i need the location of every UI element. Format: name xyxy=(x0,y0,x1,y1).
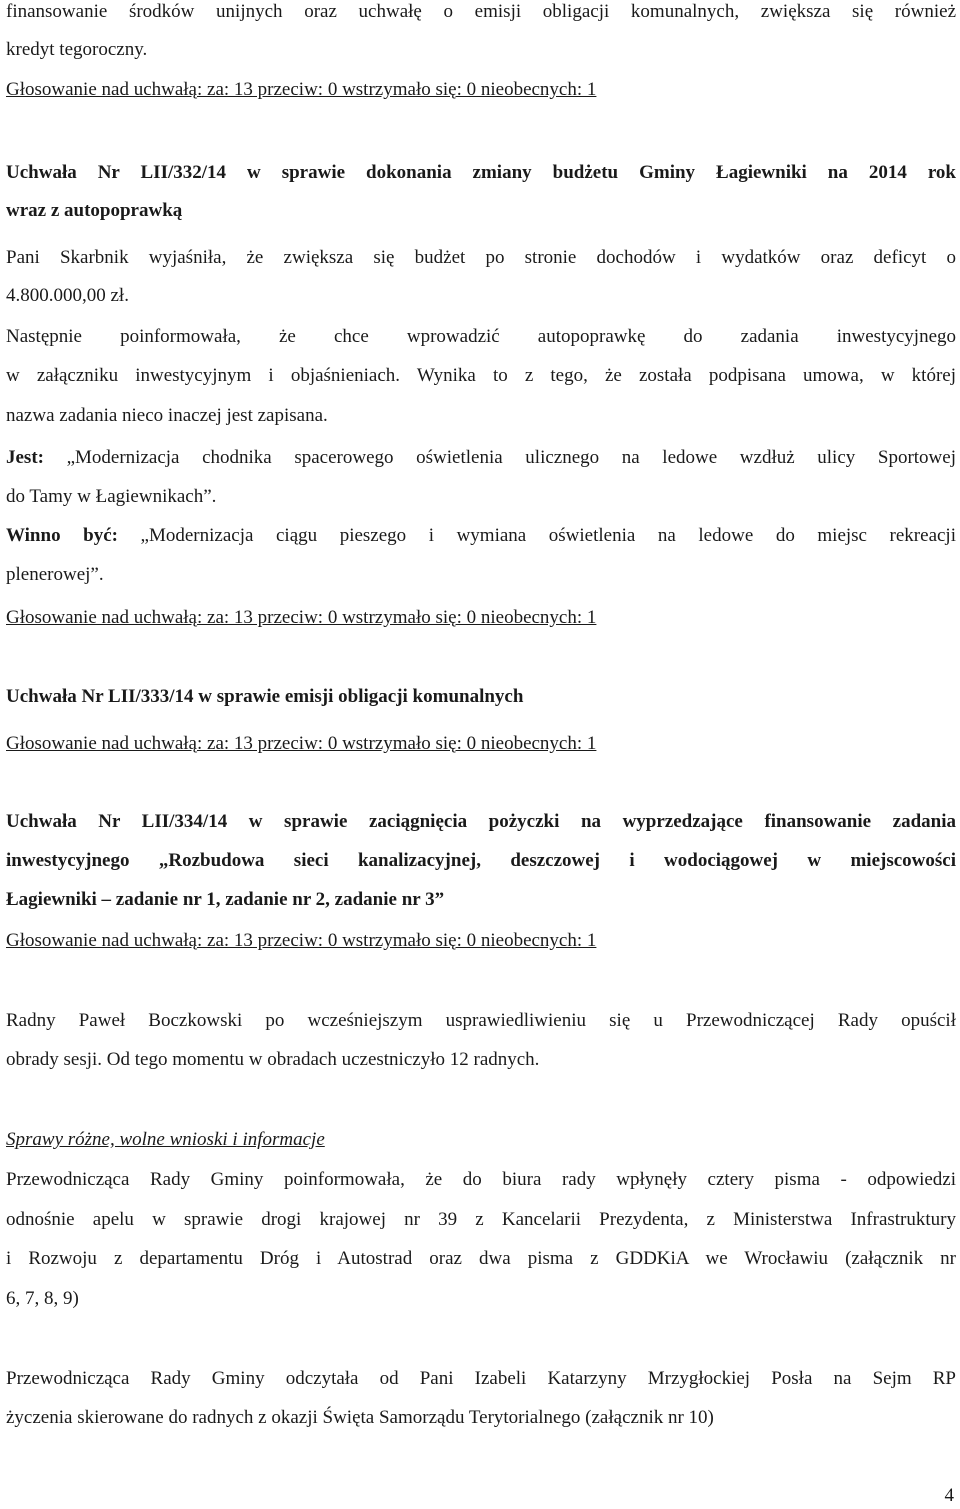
jest-label: Jest: xyxy=(6,447,44,468)
paragraph-line: obrady sesji. Od tego momentu w obradach uczestniczyło 12 radnych. xyxy=(6,1049,540,1070)
paragraph-line: w załączniku inwestycyjnym i objaśnieniach. Wynika to z tego, że została podpisana umowa, w której xyxy=(6,365,956,386)
paragraph-line: plenerowej”. xyxy=(6,564,104,585)
paragraph-line: 4.800.000,00 zł. xyxy=(6,285,129,306)
resolution-title: Łagiewniki – zadanie nr 1, zadanie nr 2, zadanie nr 3” xyxy=(6,889,445,910)
paragraph-line: do Tamy w Łagiewnikach”. xyxy=(6,486,217,507)
paragraph-line: Następnie poinformowała, że chce wprowadzić autopoprawkę do zadania inwestycyjnego xyxy=(6,326,956,347)
page-number: 4 xyxy=(944,1485,954,1506)
resolution-title: Uchwała Nr LII/334/14 w sprawie zaciągnięcia pożyczki na wyprzedzające finansowanie zadania xyxy=(6,811,956,832)
jest-text: „Modernizacja chodnika spacerowego oświetlenia ulicznego na ledowe wzdłuż ulicy Sportowej xyxy=(43,447,956,468)
section-heading: Sprawy różne, wolne wnioski i informacje xyxy=(6,1129,325,1150)
vote-result: Głosowanie nad uchwałą: za: 13 przeciw: 0 wstrzymało się: 0 nieobecnych: 1 xyxy=(6,79,597,100)
paragraph-line: Przewodnicząca Rady Gminy poinformowała, że do biura rady wpłynęły cztery pisma - odpowiedzi xyxy=(6,1169,956,1190)
resolution-title: Uchwała Nr LII/333/14 w sprawie emisji obligacji komunalnych xyxy=(6,686,524,707)
winno-text: „Modernizacja ciągu pieszego i wymiana oświetlenia na ledowe do miejsc rekreacji xyxy=(117,525,956,546)
paragraph-line: 6, 7, 8, 9) xyxy=(6,1288,79,1309)
vote-result: Głosowanie nad uchwałą: za: 13 przeciw: 0 wstrzymało się: 0 nieobecnych: 1 xyxy=(6,607,597,628)
winno-label: Winno być: xyxy=(6,525,118,546)
vote-result: Głosowanie nad uchwałą: za: 13 przeciw: 0 wstrzymało się: 0 nieobecnych: 1 xyxy=(6,733,597,754)
paragraph-line: finansowanie środków unijnych oraz uchwałę o emisji obligacji komunalnych, zwiększa się również xyxy=(6,1,956,22)
paragraph-line xyxy=(6,524,956,548)
paragraph-line: Przewodnicząca Rady Gminy odczytała od Pani Izabeli Katarzyny Mrzygłockiej Posła na Sejm RP xyxy=(6,1368,956,1389)
resolution-title: Uchwała Nr LII/332/14 w sprawie dokonania zmiany budżetu Gminy Łagiewniki na 2014 rok xyxy=(6,162,956,183)
resolution-title: inwestycyjnego „Rozbudowa sieci kanalizacyjnej, deszczowej i wodociągowej w miejscowości xyxy=(6,850,956,871)
paragraph-line: Radny Paweł Boczkowski po wcześniejszym usprawiedliwieniu się u Przewodniczącej Rady opuścił xyxy=(6,1010,956,1031)
paragraph-line: kredyt tegoroczny. xyxy=(6,39,148,60)
resolution-title: wraz z autopoprawką xyxy=(6,200,183,221)
vote-result: Głosowanie nad uchwałą: za: 13 przeciw: 0 wstrzymało się: 0 nieobecnych: 1 xyxy=(6,930,597,951)
paragraph-line: i Rozwoju z departamentu Dróg i Autostrad oraz dwa pisma z GDDKiA we Wrocławiu (załącznik nr xyxy=(6,1248,956,1269)
paragraph-line: Pani Skarbnik wyjaśniła, że zwiększa się budżet po stronie dochodów i wydatków oraz deficyt o xyxy=(6,247,956,268)
paragraph-line: odnośnie apelu w sprawie drogi krajowej nr 39 z Kancelarii Prezydenta, z Ministerstwa Infrastruktury xyxy=(6,1209,956,1230)
paragraph-line xyxy=(6,446,956,470)
paragraph-line: nazwa zadania nieco inaczej jest zapisana. xyxy=(6,405,328,426)
paragraph-line: życzenia skierowane do radnych z okazji Święta Samorządu Terytorialnego (załącznik nr 10) xyxy=(6,1407,714,1428)
